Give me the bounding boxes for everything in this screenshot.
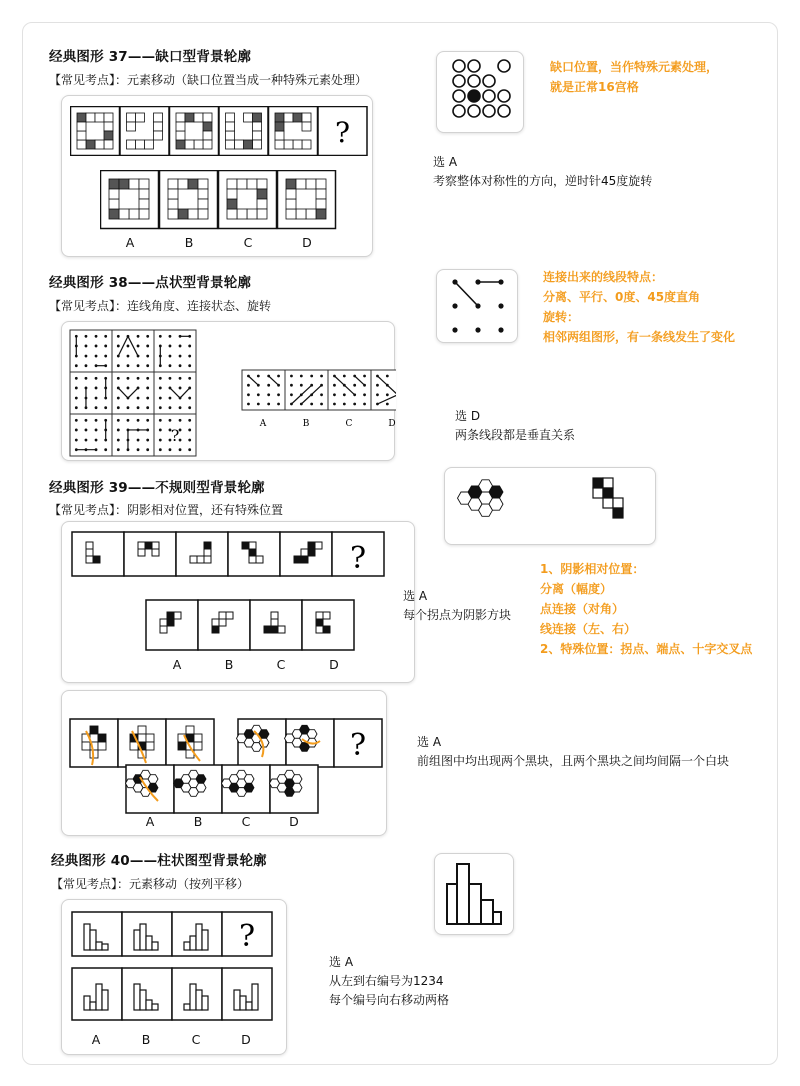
explain-text: 从左到右编号为1234	[329, 974, 444, 988]
section-40-hint-card	[434, 853, 514, 935]
puzzle-row-question	[70, 106, 368, 156]
option-label-a: A	[172, 657, 182, 672]
section-38-answer	[455, 407, 575, 445]
answer-text: 选 A	[329, 955, 354, 969]
page-frame	[22, 22, 778, 1065]
tip-line: 就是正常16宫格	[550, 80, 639, 94]
explain-text: 前组图中均出现两个黑块，且两个黑块之间均间隔一个白块	[417, 754, 730, 768]
option-label: A	[259, 419, 267, 429]
puzzle-row-options	[100, 170, 340, 230]
tip-line: 缺口位置，当作特殊元素处理，	[550, 60, 719, 74]
answer-text: 选 A	[433, 155, 458, 169]
hexagon-puzzle-figure	[62, 691, 388, 837]
option-label-b: B	[193, 814, 203, 829]
section-39-answer-2	[417, 733, 729, 771]
section-39-puzzle-card-1	[61, 521, 415, 683]
option-label: C	[345, 419, 353, 429]
tip-line: 旋转：	[543, 310, 580, 324]
tip-line: 分离、平行、0度、45度直角	[543, 290, 701, 304]
dot-lines-figure	[437, 270, 519, 344]
ring-grid-options	[100, 170, 340, 230]
point-text: ：阴影相对位置，还有特殊位置	[115, 503, 284, 517]
option-label-b: B	[141, 1032, 151, 1047]
option-label-b: B	[224, 657, 234, 672]
option-label-a: A	[91, 1032, 101, 1047]
tip-line: 线连接（左、右）	[540, 622, 637, 636]
option-label: D	[388, 419, 396, 429]
option-label: B	[302, 419, 310, 429]
point-text: ：元素移动（按列平移）	[117, 877, 250, 891]
point-label: 【常见考点】	[51, 877, 118, 891]
bar-outline-figure	[435, 854, 515, 936]
option-label-d: D	[289, 814, 299, 829]
circle-grid-figure	[437, 52, 525, 134]
point-text: ：元素移动（缺口位置当成一种特殊元素处理）	[115, 73, 368, 87]
section-37-answer	[433, 153, 652, 191]
section-39-tip	[540, 559, 752, 659]
option-label-a: A	[125, 235, 135, 250]
answer-text: 选 A	[403, 589, 428, 603]
explain-text: 考察整体对称性的方向，逆时针45度旋转	[433, 174, 653, 188]
section-40-point	[51, 875, 249, 892]
question-mark: ?	[238, 919, 256, 954]
section-37-tip	[550, 57, 718, 97]
section-38-title: 经典图形 38——点状型背景轮廓	[49, 275, 252, 291]
option-label-b: B	[184, 235, 194, 250]
dot-puzzle-figure	[62, 322, 396, 462]
tip-line: 相邻两组图形，有一条线发生了变化	[543, 330, 736, 344]
section-40-puzzle-card	[61, 899, 287, 1055]
tip-line: 分离（幅度）	[540, 582, 613, 596]
section-39-point	[49, 501, 283, 518]
option-label-d: D	[302, 235, 312, 250]
explain-text: 每个拐点为阴影方块	[403, 608, 512, 622]
option-label-d: D	[241, 1032, 251, 1047]
option-label-c: C	[243, 235, 253, 250]
question-mark: ?	[334, 116, 351, 149]
section-38-tip	[543, 267, 735, 347]
option-label-c: C	[276, 657, 286, 672]
section-38-puzzle-card	[61, 321, 395, 461]
tip-line: 点连接（对角）	[540, 602, 625, 616]
section-40-answer	[329, 953, 449, 1010]
section-39-title: 经典图形 39——不规则型背景轮廓	[49, 480, 265, 496]
option-label-c: C	[241, 814, 251, 829]
explain-text: 每个编号向右移动两格	[329, 993, 450, 1007]
tip-line: 2、特殊位置：拐点、端点、十字交叉点	[540, 642, 753, 656]
section-38-point	[49, 297, 271, 314]
section-38-hint-card	[436, 269, 518, 343]
tip-line: 1、阴影相对位置：	[540, 562, 645, 576]
ring-grid-row	[70, 106, 368, 156]
section-40-title: 经典图形 40——柱状图型背景轮廓	[51, 853, 267, 869]
option-label-c: C	[191, 1032, 201, 1047]
question-mark: ?	[349, 541, 367, 576]
section-39-answer-1	[403, 587, 511, 625]
answer-text: 选 D	[455, 409, 481, 423]
section-37-hint-card	[436, 51, 524, 133]
explain-text: 两条线段都是垂直关系	[455, 428, 576, 442]
point-label: 【常见考点】	[49, 73, 116, 87]
option-label-d: D	[329, 657, 339, 672]
section-39-puzzle-card-2	[61, 690, 387, 836]
tip-line: 连接出来的线段特点：	[543, 270, 664, 284]
section-37-puzzle-card	[61, 95, 373, 257]
point-text: ：连线角度、连接状态、旋转	[115, 299, 272, 313]
question-mark: ?	[349, 728, 367, 763]
question-mark: ?	[170, 426, 180, 445]
option-label-a: A	[145, 814, 155, 829]
section-37-point	[49, 71, 367, 88]
answer-text: 选 A	[417, 735, 442, 749]
point-label: 【常见考点】	[49, 503, 116, 517]
hint-shapes-figure	[445, 468, 657, 546]
section-37-title: 经典图形 37——缺口型背景轮廓	[49, 49, 252, 65]
point-label: 【常见考点】	[49, 299, 116, 313]
section-39-hint-card	[444, 467, 656, 545]
